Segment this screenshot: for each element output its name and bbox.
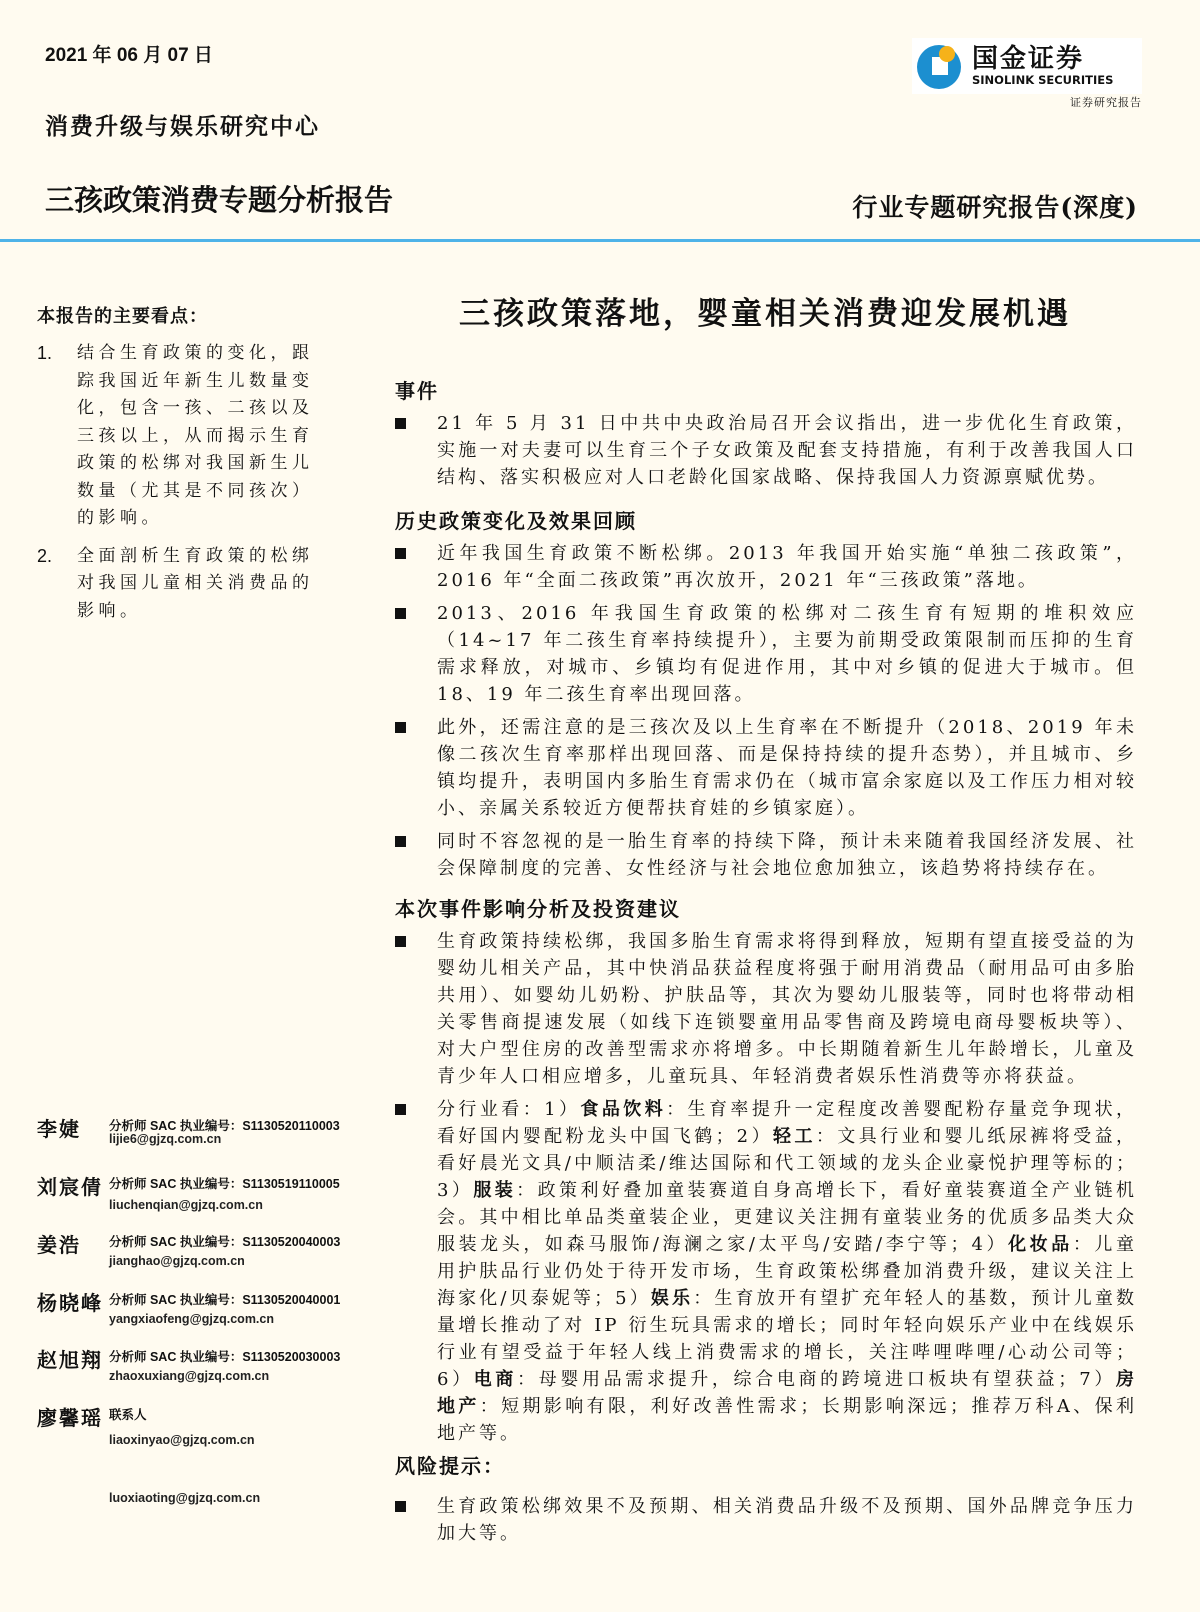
section-heading: 事件	[395, 379, 439, 403]
sector-name: 轻工	[773, 1126, 816, 1147]
analyst-role: 分析师 SAC 执业编号：S1130520040003	[109, 1235, 341, 1249]
bullet-item	[395, 714, 1140, 822]
highlight-item	[37, 340, 327, 533]
bullet-text: 同时不容忽视的是一胎生育率的持续下降，预计未来随着我国经济发展、社会保障制度的完善、女性经济与社会地位愈加独立，该趋势将持续存在。	[437, 831, 1137, 879]
logo-cn: 国金证券	[972, 44, 1085, 74]
sector-name: 电商	[473, 1369, 518, 1390]
bullet-text-sector-view	[437, 1096, 1137, 1447]
section-history	[395, 505, 1140, 882]
analyst-role: 分析师 SAC 执业编号：S1130520040001	[109, 1293, 341, 1307]
bullet-text: 此外，还需注意的是三孩次及以上生育率在不断提升（2018、2019 年未像二孩次生育率那样出现回落、而是保持持续的提升态势），并且城市、乡镇均提升，表明国内多胎生育需求仍在（城市富余家庭以及工作压力相对较小、亲属关系较近方便帮扶育娃的乡镇家庭）。	[437, 717, 1137, 819]
analyst-email[interactable]: jianghao@gjzq.com.cn	[109, 1254, 245, 1268]
bullet-text: 2013、2016 年我国生育政策的松绑对二孩生育有短期的堆积效应（14~17 年二孩生育率持续提升），主要为前期受政策限制而压抑的生育需求释放，对城市、乡镇均有促进作用，其中对乡镇的促进大于城市。但 18、19 年二孩生育率出现回落。	[437, 603, 1137, 705]
sector-text: ：生育率提升一定程度改善婴配粉存量竞争现状，看好国内婴配粉龙头中国飞鹤；2）	[437, 1099, 1138, 1147]
bullet-item	[395, 1096, 1140, 1447]
analyst-role: 联系人	[109, 1408, 147, 1422]
logo-en: SINOLINK SECURITIES	[972, 73, 1114, 87]
section-heading: 历史政策变化及效果回顾	[395, 509, 637, 533]
bullet-text: 生育政策松绑效果不及预期、相关消费品升级不及预期、国外品牌竞争压力加大等。	[437, 1496, 1137, 1544]
item-text: 全面剖析生育政策的松绑对我国儿童相关消费品的影响。	[77, 545, 314, 621]
bullet-text: 生育政策持续松绑，我国多胎生育需求将得到释放，短期有望直接受益的为婴幼儿相关产品，其中快消品获益程度将强于耐用消费品（耐用品可由多胎共用）、如婴幼儿奶粉、护肤品等，其次为婴幼儿服装等，同时也将带动相关零售商提速发展（如线下连锁婴童用品零售商及跨境电商母婴板块等）、对大户型住房的改善型需求亦将增多。中长期随着新生儿年龄增长，儿童及青少年人口相应增多，儿童玩具、年轻消费者娱乐性消费等亦将获益。	[437, 931, 1137, 1087]
item-text: 结合生育政策的变化，跟踪我国近年新生儿数量变化，包含一孩、二孩以及三孩以上，从而揭示生育政策的松绑对我国新生儿数量（尤其是不同孩次）的影响。	[77, 343, 314, 528]
bullet-square-icon	[395, 540, 437, 594]
analyst-name: 杨晓峰	[37, 1291, 103, 1315]
sector-text: ：短期影响有限，利好改善性需求；长期影响深远；推荐万科A、保利地产等。	[437, 1396, 1137, 1444]
section-heading: 风险提示：	[395, 1454, 505, 1478]
analyst-name: 廖馨瑶	[37, 1406, 103, 1430]
report-date: 2021 年 06 月 07 日	[45, 45, 213, 66]
analyst-email[interactable]: liaoxinyao@gjzq.com.cn	[109, 1433, 255, 1447]
analyst-role: 分析师 SAC 执业编号：S1130520030003	[109, 1350, 341, 1364]
analyst-email[interactable]: liuchenqian@gjzq.com.cn	[109, 1198, 263, 1212]
analyst-role: 分析师 SAC 执业编号：S1130519110005	[109, 1177, 340, 1191]
sector-text: ：生育放开有望扩充年轻人的基数，预计儿童数量增长推动了对 IP 衍生玩具需求的增长；同时年轻向娱乐产业中在线娱乐行业有望受益于年轻人线上消费需求的增长，关注哔哩哔哩/心动公司等；6）	[437, 1288, 1137, 1390]
sector-name: 房地产	[437, 1369, 1137, 1417]
highlight-item	[37, 543, 327, 626]
analyst-email[interactable]: lijie6@gjzq.com.cn	[109, 1132, 222, 1146]
bullet-square-icon	[395, 828, 437, 882]
sinolink-logo	[912, 38, 1142, 94]
analyst-name: 李婕	[37, 1117, 81, 1141]
analyst-email[interactable]: yangxiaofeng@gjzq.com.cn	[109, 1312, 274, 1326]
logo-mark-icon	[914, 41, 964, 91]
analyst-role: 分析师 SAC 执业编号：S1130520110003	[109, 1119, 340, 1133]
bullet-text: 21 年 5 月 31 日中共中央政治局召开会议指出，进一步优化生育政策，实施一对夫妻可以生育三个子女政策及配套支持措施，有利于改善我国人口结构、落实积极应对人口老龄化国家战略、保持我国人力资源禀赋优势。	[437, 413, 1137, 488]
bullet-square-icon	[395, 600, 437, 708]
analyst-name: 刘宸倩	[37, 1175, 103, 1199]
header-divider	[0, 239, 1200, 242]
main-title: 三孩政策落地，婴童相关消费迎发展机遇	[459, 296, 1071, 332]
bullet-item	[395, 928, 1140, 1090]
analyst-name: 姜浩	[37, 1233, 81, 1257]
section-event	[395, 375, 1140, 491]
bullet-item	[395, 828, 1140, 882]
item-number: 1.	[37, 343, 53, 363]
sector-text: ：文具行业和婴儿纸尿裤将受益，看好晨光文具/中顺洁柔/维达国际和代工领域的龙头企业豪悦护理等标的；3）	[437, 1126, 1138, 1201]
sector-text: ：政策利好叠加童装赛道自身高增长下，看好童装赛道全产业链机会。其中相比单品类童装企业，更建议关注拥有童装业务的优质多品类大众服装龙头，如森马服饰/海澜之家/太平鸟/安踏/李宁等；4）	[437, 1180, 1138, 1255]
bullet-item	[395, 1493, 1140, 1547]
bullet-item	[395, 540, 1140, 594]
bullet-square-icon	[395, 1493, 437, 1547]
bullet-square-icon	[395, 928, 437, 1090]
highlights-heading: 本报告的主要看点：	[37, 306, 208, 327]
sector-name: 娱乐	[650, 1288, 694, 1309]
contact-email[interactable]: luoxiaoting@gjzq.com.cn	[109, 1491, 261, 1505]
bullet-item	[395, 600, 1140, 708]
sector-name: 食品饮料	[580, 1099, 667, 1120]
bullet-square-icon	[395, 714, 437, 822]
section-risk	[395, 1450, 1140, 1547]
sector-text: 分行业看：1）	[437, 1099, 581, 1120]
sector-text: ：母婴用品需求提升，综合电商的跨境进口板块有望获益；7）	[517, 1369, 1116, 1390]
bullet-square-icon	[395, 410, 437, 491]
logo-subtitle: 证券研究报告	[1070, 96, 1142, 109]
sector-text: ：儿童用护肤品行业仍处于待开发市场，生育政策松绑叠加消费升级，建议关注上海家化/贝泰妮等；5）	[437, 1234, 1138, 1309]
analyst-email[interactable]: zhaoxuxiang@gjzq.com.cn	[109, 1369, 270, 1383]
bullet-square-icon	[395, 1096, 437, 1447]
section-impact	[395, 893, 1140, 1447]
bullet-item	[395, 410, 1140, 491]
highlights-list	[37, 340, 327, 635]
report-type: 行业专题研究报告(深度)	[852, 193, 1138, 222]
item-number: 2.	[37, 545, 53, 566]
bullet-text: 近年我国生育政策不断松绑。2013 年我国开始实施“单独二孩政策”，2016 年“全面二孩政策”再次放开，2021 年“三孩政策”落地。	[437, 543, 1137, 591]
sector-name: 服装	[473, 1180, 517, 1201]
analyst-name: 赵旭翔	[37, 1348, 103, 1372]
section-heading: 本次事件影响分析及投资建议	[395, 897, 681, 921]
report-title: 三孩政策消费专题分析报告	[45, 183, 394, 217]
research-center: 消费升级与娱乐研究中心	[45, 113, 320, 140]
sector-name: 化妆品	[1008, 1234, 1073, 1255]
